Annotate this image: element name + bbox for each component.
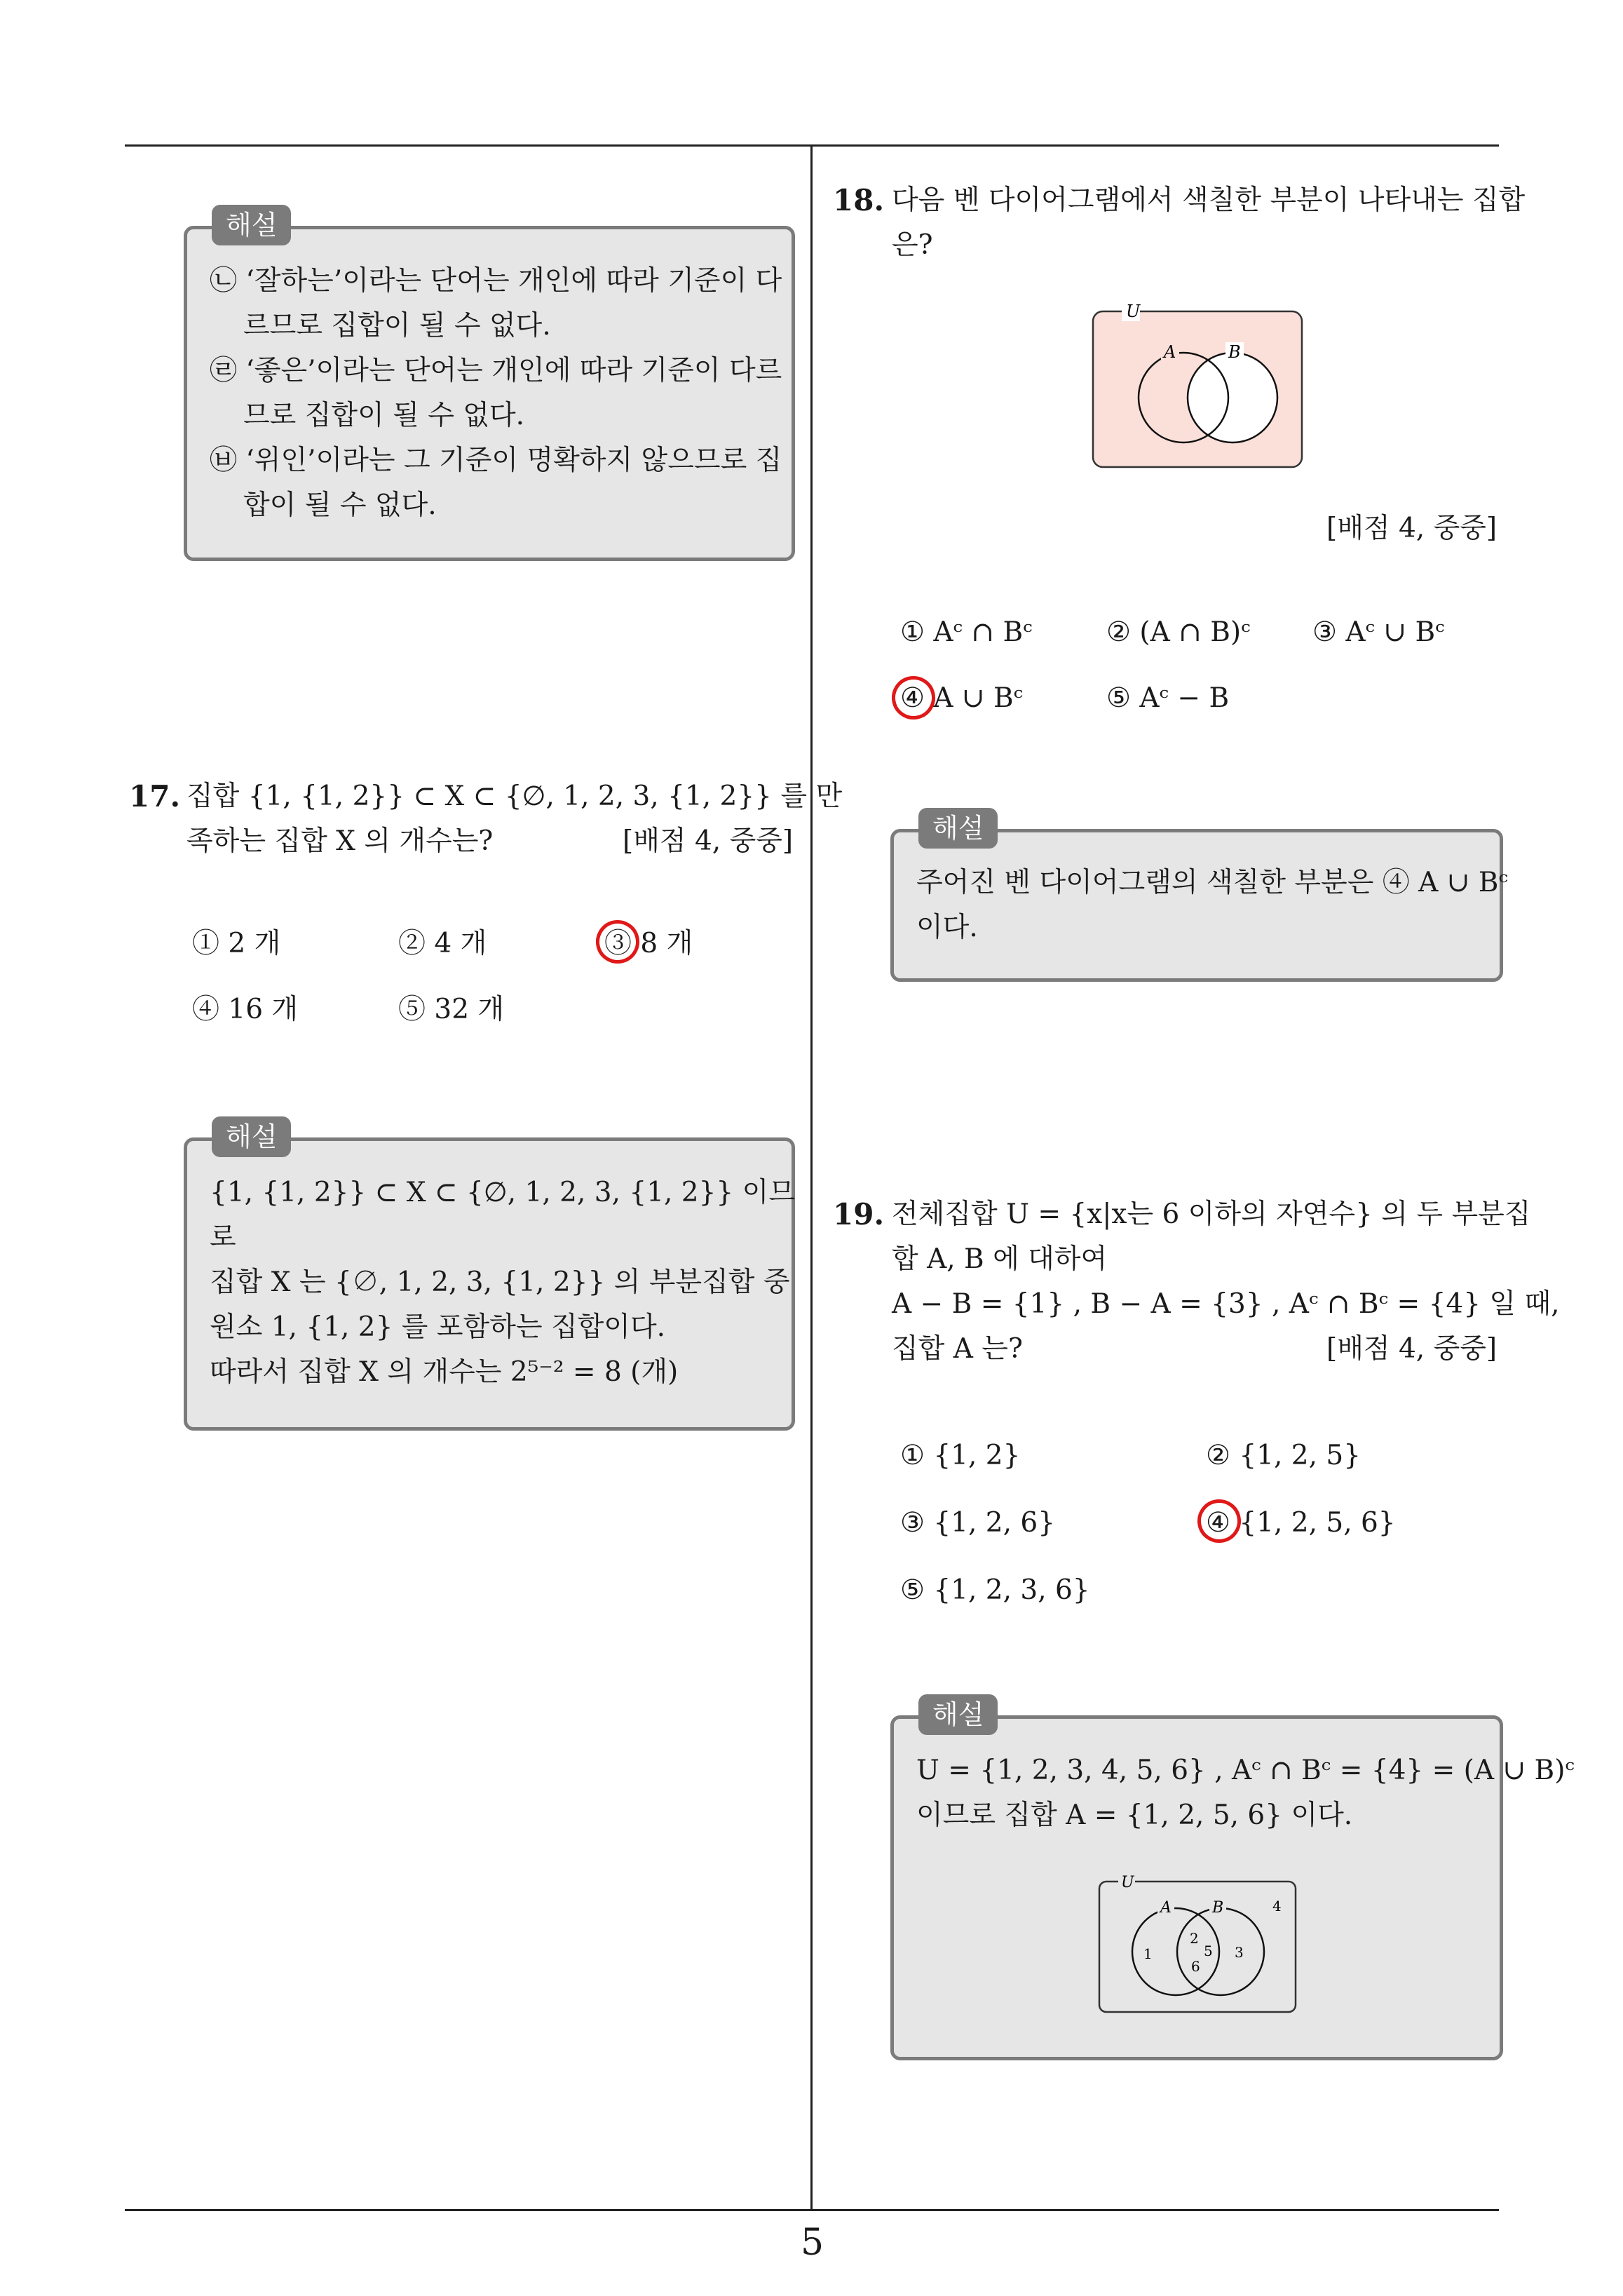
option-1[interactable]: ① 2 개 — [192, 928, 281, 959]
solution-box-18 — [890, 829, 1508, 982]
venn-diagram-question — [1091, 303, 1305, 471]
question-text: A − B = {1} , B − A = {3} , Aᶜ ∩ Bᶜ = {4} 일 때, — [892, 1288, 1560, 1320]
page-number: 5 — [801, 2222, 824, 2264]
option-2[interactable]: ② (A ∩ B)ᶜ — [1106, 616, 1251, 648]
solution-box-16 — [184, 226, 795, 561]
question-text: 집합 {1, {1, 2}} ⊂ X ⊂ {∅, 1, 2, 3, {1, 2}} 를 만 — [186, 781, 843, 812]
option-3[interactable]: ③ {1, 2, 6} — [900, 1507, 1056, 1539]
solution-line: 합이 될 수 없다. — [243, 489, 437, 521]
solution-line: ㉣ ‘좋은’이라는 단어는 개인에 따라 기준이 다르 — [210, 355, 782, 386]
option-1[interactable]: ① {1, 2} — [900, 1440, 1021, 1471]
bottom-rule — [125, 2209, 1499, 2211]
option-3[interactable]: ③ 8 개 — [604, 928, 693, 959]
venn-value: 6 — [1191, 1958, 1200, 1975]
question-points: [배점 4, 중중] — [1326, 513, 1498, 544]
option-2[interactable]: ② 4 개 — [398, 928, 487, 959]
solution-tab: 해설 — [212, 205, 291, 245]
venn-label-u: U — [1121, 1874, 1134, 1891]
venn-label-b: B — [1212, 1899, 1224, 1917]
solution-line: 따라서 집합 X 의 개수는 2⁵⁻² = 8 (개) — [210, 1356, 679, 1388]
question-text: 족하는 집합 X 의 개수는? — [186, 825, 494, 857]
question-number-19: 19. — [833, 1197, 885, 1231]
column-divider — [810, 144, 813, 2210]
option-5[interactable]: ⑤ Aᶜ − B — [1106, 682, 1230, 714]
option-5[interactable]: ⑤ {1, 2, 3, 6} — [900, 1574, 1090, 1606]
venn-label-u: U — [1126, 303, 1141, 321]
venn-value: 4 — [1272, 1898, 1282, 1915]
option-2[interactable]: ② {1, 2, 5} — [1206, 1440, 1361, 1471]
venn-label-b: B — [1228, 342, 1241, 362]
solution-line: 원소 1, {1, 2} 를 포함하는 집합이다. — [210, 1311, 666, 1343]
question-text: 전체집합 U = {x|x는 6 이하의 자연수} 의 두 부분집 — [892, 1198, 1531, 1230]
question-number-18: 18. — [833, 183, 885, 217]
solution-line: 므로 집합이 될 수 없다. — [243, 400, 525, 431]
option-4[interactable]: ④ A ∪ Bᶜ — [900, 682, 1024, 714]
question-text: 은? — [892, 229, 933, 261]
question-points: [배점 4, 중중] — [1326, 1333, 1498, 1365]
question-points: [배점 4, 중중] — [623, 825, 794, 857]
solution-line: 이다. — [916, 912, 978, 943]
question-number-17: 17. — [129, 779, 181, 813]
solution-line: ㉥ ‘위인’이라는 그 기준이 명확하지 않으므로 집 — [210, 445, 782, 476]
question-text: 다음 벤 다이어그램에서 색칠한 부분이 나타내는 집합 — [892, 184, 1526, 216]
venn-value: 5 — [1204, 1943, 1213, 1959]
solution-box-19 — [890, 1715, 1575, 2060]
venn-diagram-solution — [1097, 1873, 1301, 2020]
venn-value: 3 — [1235, 1944, 1244, 1961]
venn-value: 2 — [1190, 1930, 1199, 1947]
solution-line: ㉡ ‘잘하는’이라는 단어는 개인에 따라 기준이 다 — [210, 265, 782, 297]
solution-box-17 — [184, 1137, 795, 1431]
option-1[interactable]: ① Aᶜ ∩ Bᶜ — [900, 616, 1033, 648]
venn-label-a: A — [1164, 342, 1176, 362]
question-text: 합 A, B 에 대하여 — [892, 1243, 1108, 1275]
solution-line: {1, {1, 2}} ⊂ X ⊂ {∅, 1, 2, 3, {1, 2}} 이므 — [210, 1177, 795, 1208]
venn-value: 1 — [1143, 1945, 1153, 1962]
option-5[interactable]: ⑤ 32 개 — [398, 994, 505, 1025]
solution-tab: 해설 — [918, 808, 998, 849]
solution-line: 르므로 집합이 될 수 없다. — [243, 310, 551, 342]
solution-line: 로 — [210, 1222, 236, 1253]
solution-line: U = {1, 2, 3, 4, 5, 6} , Aᶜ ∩ Bᶜ = {4} = (A ∪ B)ᶜ — [916, 1755, 1575, 1786]
option-4[interactable]: ④ {1, 2, 5, 6} — [1206, 1507, 1396, 1539]
venn-label-a: A — [1160, 1899, 1172, 1917]
option-4[interactable]: ④ 16 개 — [192, 994, 299, 1025]
solution-tab: 해설 — [212, 1116, 291, 1157]
solution-line: 주어진 벤 다이어그램의 색칠한 부분은 ④ A ∪ Bᶜ — [916, 867, 1508, 898]
solution-line: 이므로 집합 A = {1, 2, 5, 6} 이다. — [916, 1799, 1353, 1831]
question-text: 집합 A 는? — [892, 1333, 1023, 1365]
solution-tab: 해설 — [918, 1694, 998, 1735]
solution-line: 집합 X 는 {∅, 1, 2, 3, {1, 2}} 의 부분집합 중 — [210, 1267, 790, 1298]
option-3[interactable]: ③ Aᶜ ∪ Bᶜ — [1312, 616, 1445, 648]
